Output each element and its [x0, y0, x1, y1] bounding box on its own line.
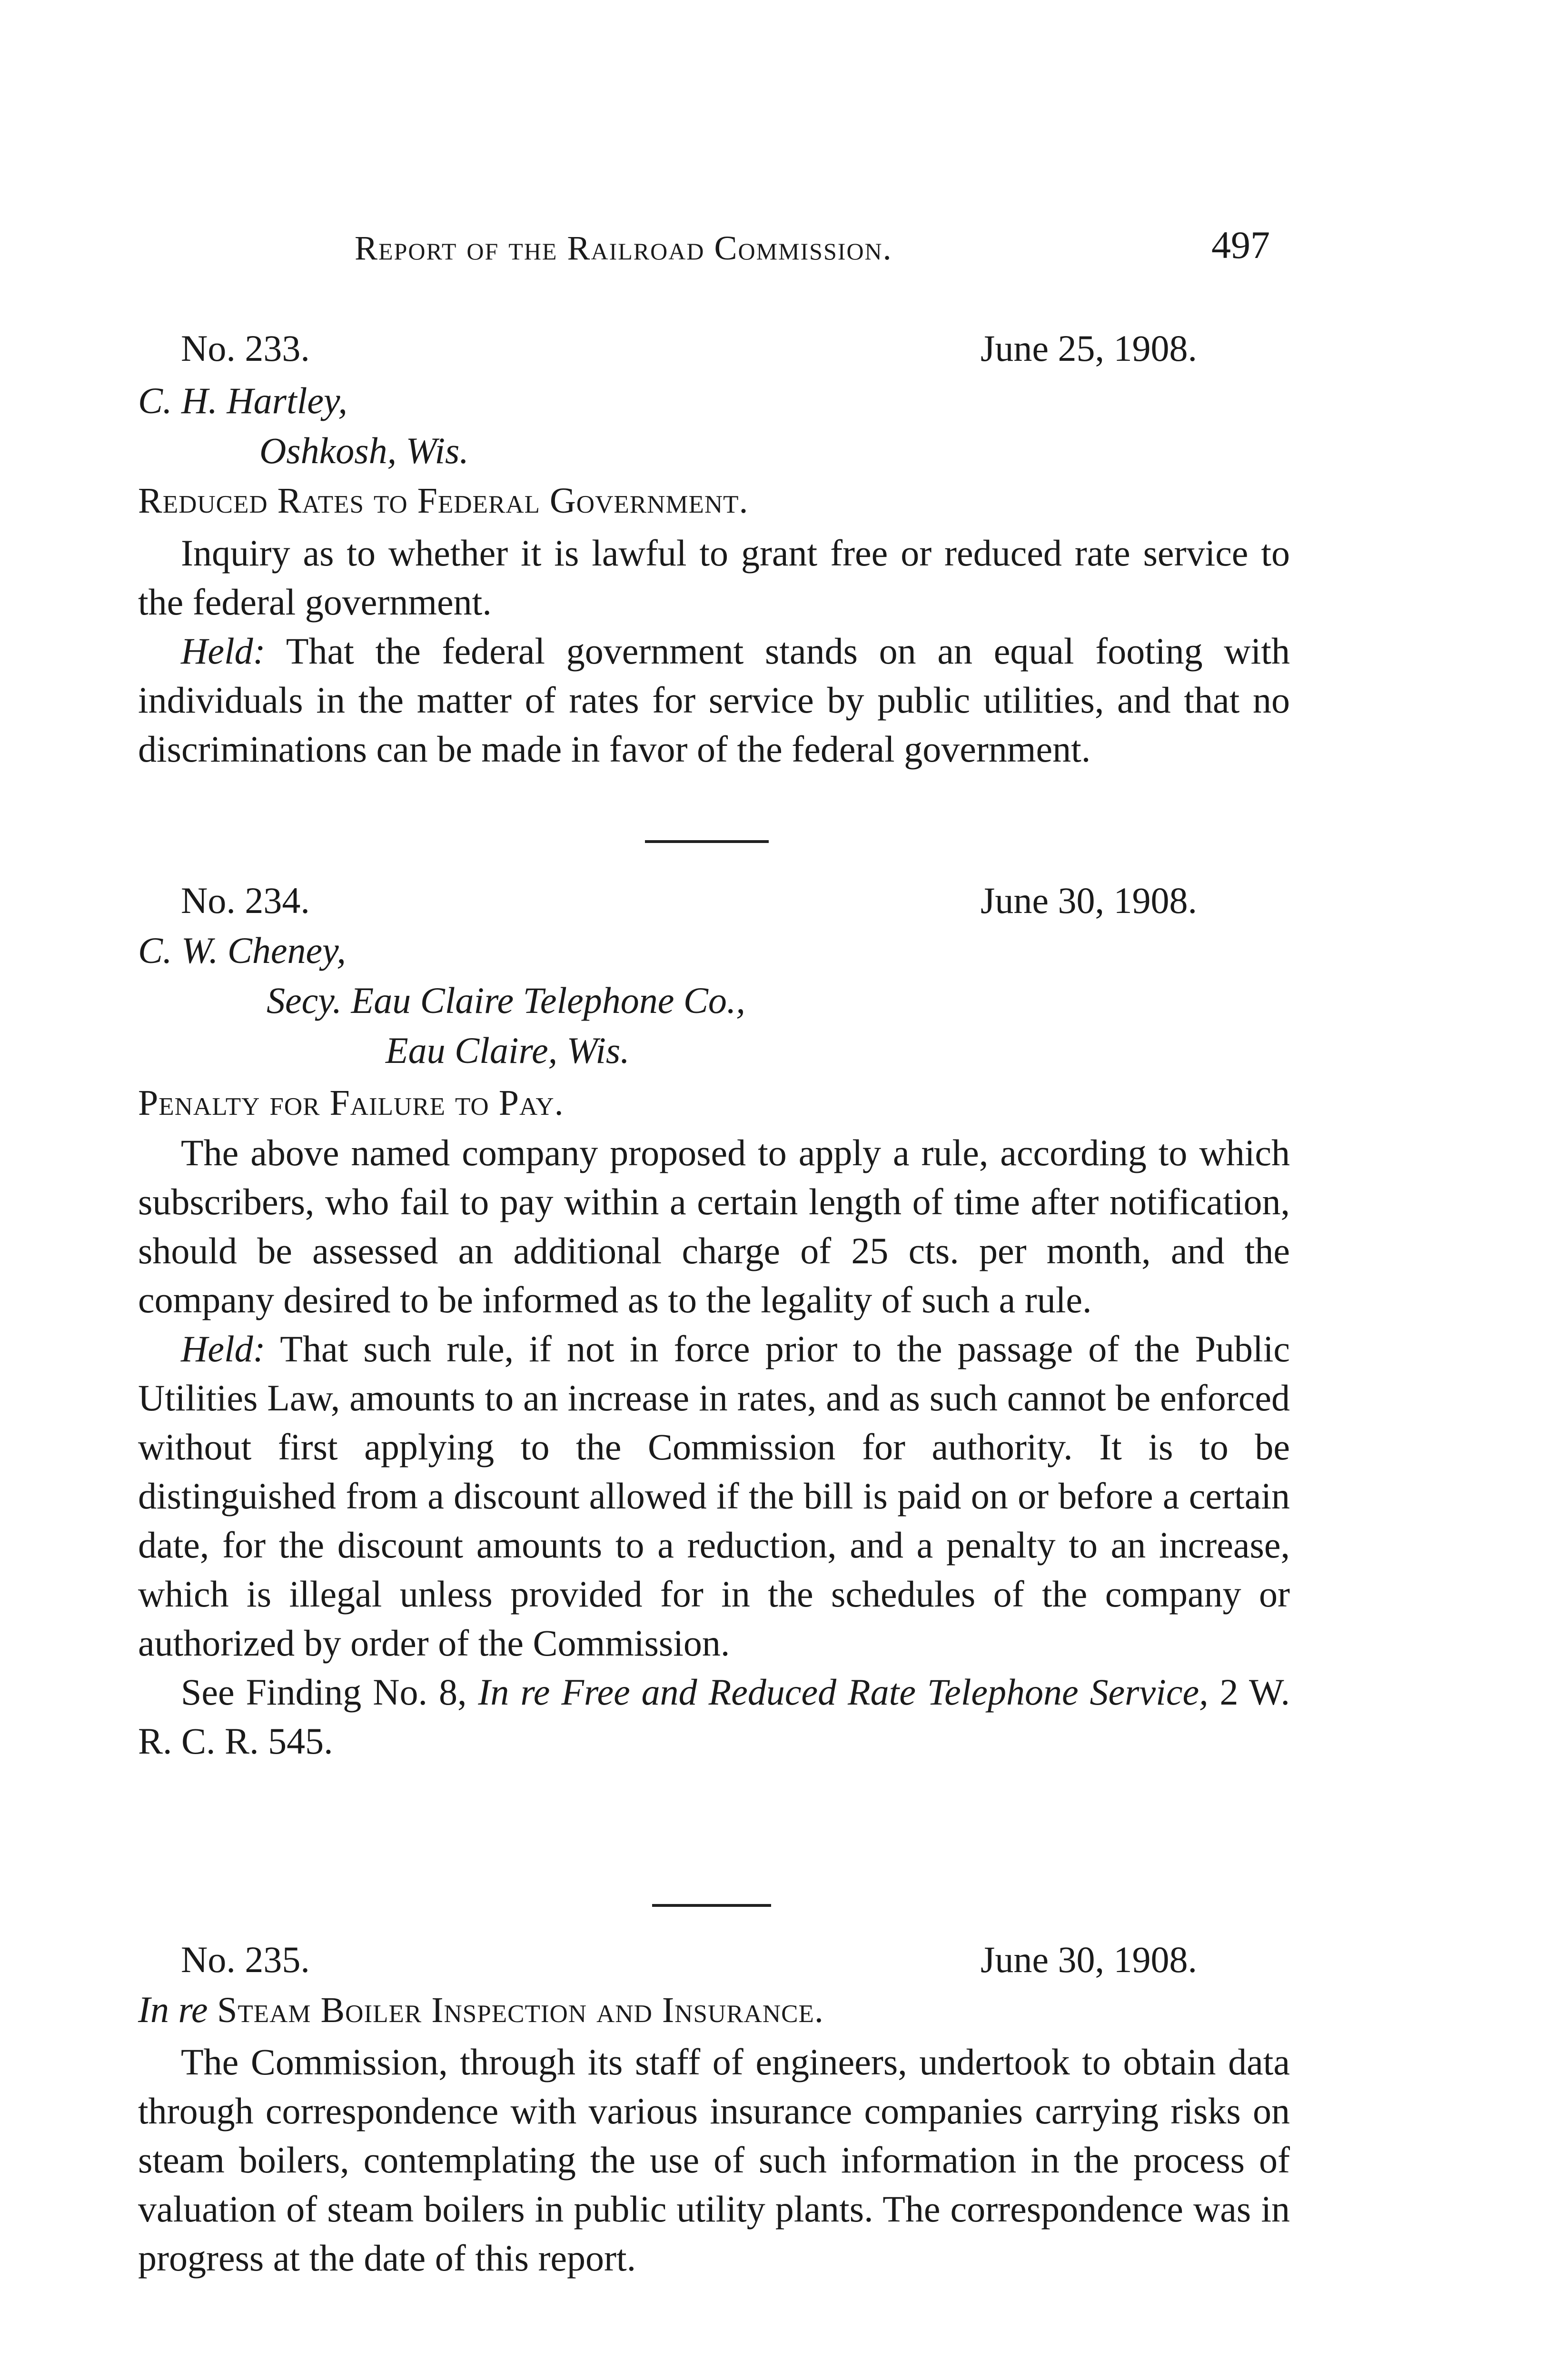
heading-title: Steam Boiler Inspection and Insurance. — [217, 1990, 824, 2030]
held-label: Held: — [181, 630, 266, 672]
entry-233-addressee-place: Oshkosh, Wis. — [259, 430, 469, 471]
entry-234-addressee-name: C. W. Cheney, — [138, 930, 346, 971]
heading-prefix: In re — [138, 1989, 208, 2030]
see-case: In re Free and Reduced Rate Telephone Service, — [478, 1671, 1209, 1713]
entry-234-number: No. 234. — [181, 880, 310, 921]
entry-233-date: June 25, 1908. — [981, 327, 1197, 369]
held-text: That the federal government stands on an equal footing with individuals in the matter of rates for service by public utilities, and that no discriminations can be made in favor of the federal government. — [138, 630, 1290, 770]
entry-234-inquiry: The above named company proposed to apply a rule, according to which subscribers, who fail to pay within a certain length of time after notification, should be assessed an additional charge of 25 cts. per month, and the company desired to be informed as to the legality of such a rule. — [138, 1132, 1290, 1320]
page-number: 497 — [1211, 223, 1270, 267]
entry-234-body — [138, 1128, 1290, 1765]
entry-233-heading: Reduced Rates to Federal Government. — [138, 481, 749, 521]
entry-235-inquiry: The Commission, through its staff of engineers, undertook to obtain data through correspondence with various insurance companies carrying risks on steam boilers, contemplating the use of such information in the process of valuation of steam boilers in public utility plants. The correspondence was in progress at the date of this report. — [138, 2041, 1290, 2279]
see-prefix: See Finding No. 8, — [181, 1671, 467, 1713]
entry-234-addressee-title: Secy. Eau Claire Telephone Co., — [267, 980, 745, 1021]
entry-234-see-also — [138, 1667, 1290, 1765]
see-cite: 2 W. R. C. R. 545. — [138, 1671, 1290, 1762]
entry-233-number: No. 233. — [181, 327, 310, 369]
entry-235-date: June 30, 1908. — [981, 1939, 1197, 1980]
entry-233-inquiry: Inquiry as to whether it is lawful to grant free or reduced rate service to the federal government. — [138, 532, 1290, 623]
section-divider — [652, 1904, 771, 1907]
entry-233-held — [138, 626, 1290, 774]
entry-234-heading: Penalty for Failure to Pay. — [138, 1083, 564, 1123]
entry-233-addressee-name: C. H. Hartley, — [138, 380, 347, 421]
entry-234-held — [138, 1324, 1290, 1667]
entry-235-heading — [138, 1985, 824, 2035]
entry-233-body — [138, 528, 1290, 774]
entry-234-date: June 30, 1908. — [981, 880, 1197, 921]
entry-234-addressee-place: Eau Claire, Wis. — [386, 1030, 630, 1071]
entry-235-body — [138, 2037, 1290, 2282]
held-text: That such rule, if not in force prior to the passage of the Public Utilities Law, amounts to an increase in rates, and as such cannot be enforced without first applying to the Commission for authority. It is to be distinguished from a discount allowed if the bill is paid on or before a certain date, for the discount amounts to a reduction, and a penalty to an increase, which is illegal unless provided for in the schedules of the company or authorized by order of the Commission. — [138, 1328, 1290, 1664]
entry-235-number: No. 235. — [181, 1939, 310, 1980]
section-divider — [645, 840, 769, 843]
held-label: Held: — [181, 1328, 266, 1369]
running-header: Report of the Railroad Commission. — [355, 229, 892, 267]
